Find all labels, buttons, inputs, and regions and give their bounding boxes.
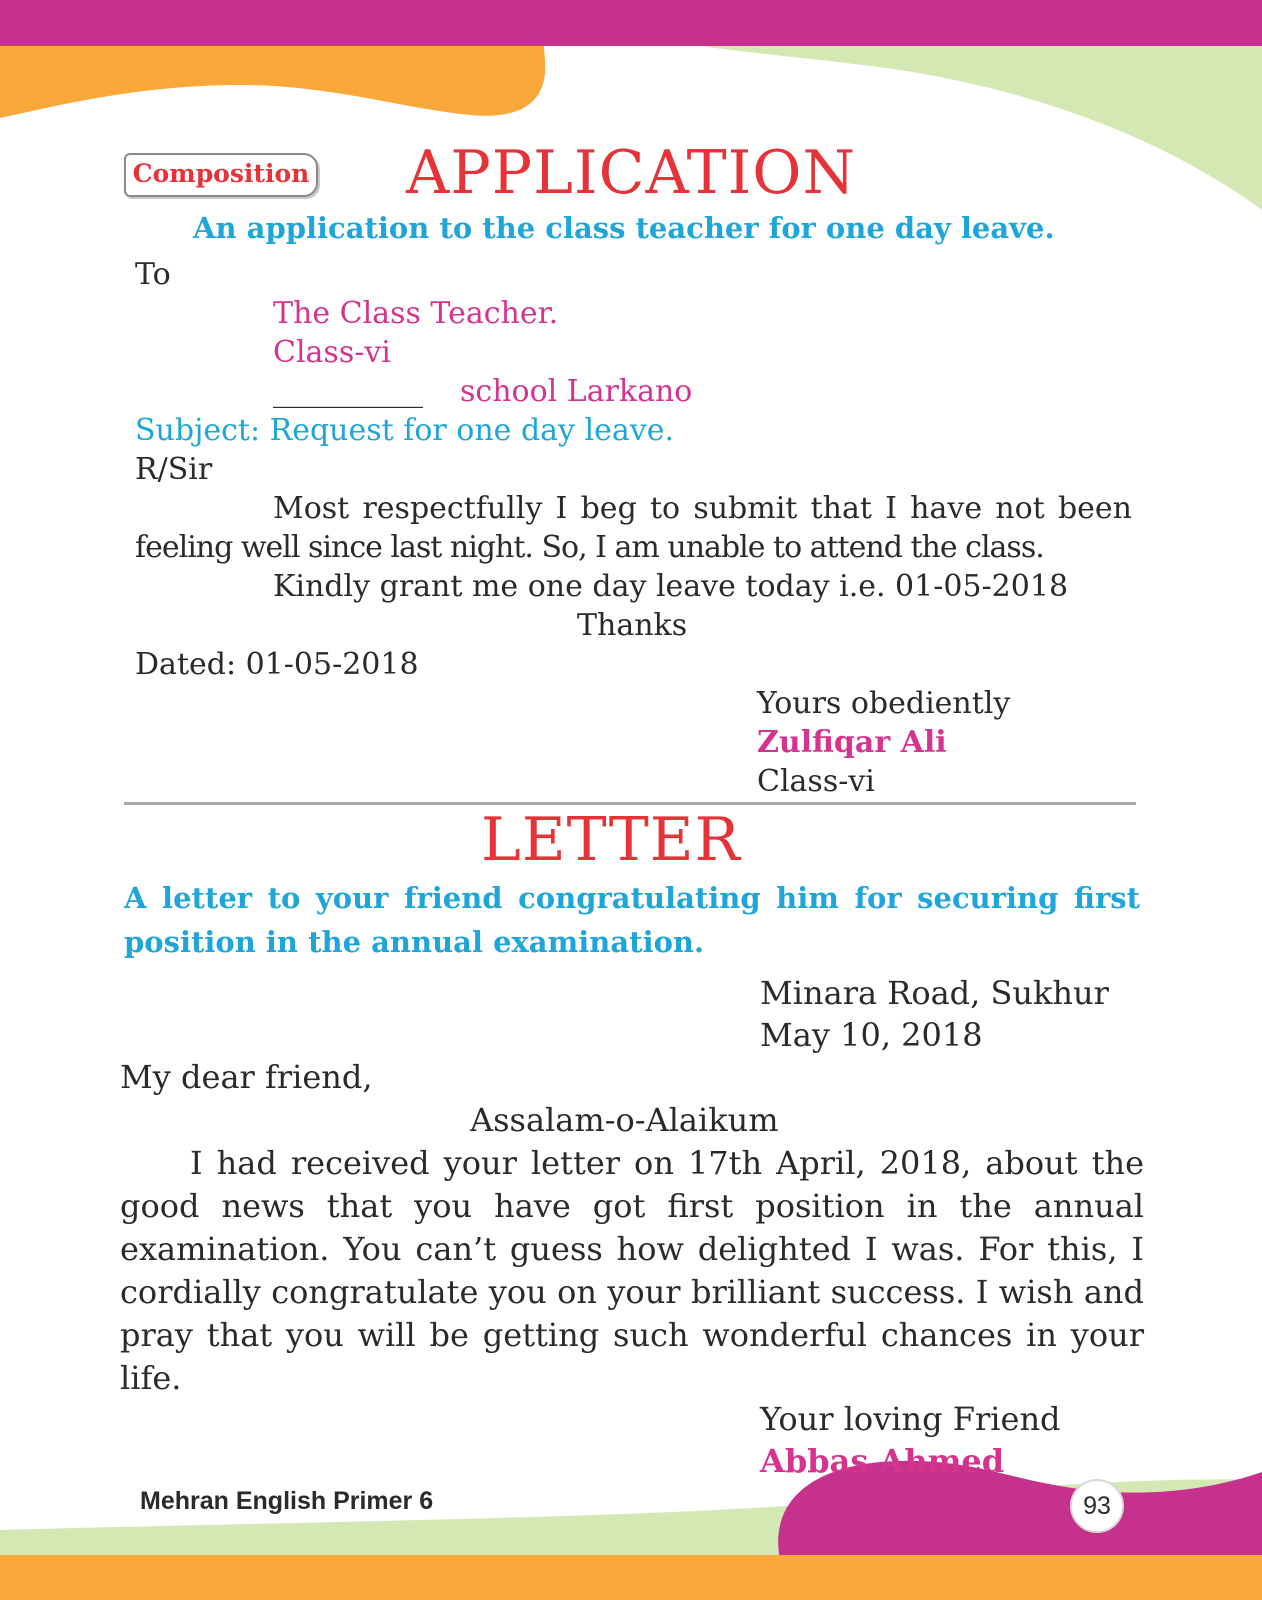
page-number: 93 [1070, 1479, 1124, 1533]
letter-body-line-3: examination. You can’t guess how delighted I was. For this, I [120, 1230, 1144, 1268]
addressee-line-2: Class-vi [273, 335, 391, 370]
addressee-line-1: The Class Teacher. [273, 296, 559, 331]
letter-body-last-line: life. [120, 1359, 182, 1397]
letter-heading-line-1: A letter to your friend congratulating him for securing first [124, 881, 1140, 915]
school-name-blank: __________ [273, 374, 423, 409]
letter-closing: Your loving Friend [760, 1400, 1061, 1438]
application-signature-class: Class-vi [757, 764, 875, 799]
application-body-line-1: Most respectfully I beg to submit that I have not been [273, 491, 1132, 526]
letter-body-line-2: good news that you have got first position in the annual [120, 1187, 1144, 1225]
application-body-line-2: feeling well since last night. So, I am unable to attend the class. [135, 530, 1044, 565]
application-body-line-3: Kindly grant me one day leave today i.e. 01-05-2018 [273, 569, 1069, 604]
to-label: To [135, 257, 171, 292]
composition-badge: Composition [124, 153, 318, 197]
dated-line: Dated: 01-05-2018 [135, 647, 419, 682]
letter-date: May 10, 2018 [760, 1016, 983, 1054]
letter-heading-line-2: position in the annual examination. [124, 925, 705, 959]
book-title: Mehran English Primer 6 [140, 1487, 434, 1515]
letter-body-line-5: pray that you will be getting such wonderful chances in your [120, 1316, 1144, 1354]
letter-salam: Assalam-o-Alaikum [470, 1101, 779, 1139]
letter-signature-name: Abbas Ahmed [760, 1442, 1005, 1480]
letter-body-line-1: I had received your letter on 17th April, 2018, about the [190, 1144, 1144, 1182]
subject-line: Subject: Request for one day leave. [135, 413, 675, 448]
application-signature-name: Zulfiqar Ali [757, 725, 947, 760]
letter-body-line-4: cordially congratulate you on your brilliant success. I wish and [120, 1273, 1144, 1311]
sender-address: Minara Road, Sukhur [760, 974, 1109, 1012]
bottom-orange-band [0, 1555, 1262, 1600]
top-magenta-band [0, 0, 1262, 46]
application-title: APPLICATION [406, 138, 856, 208]
application-closing: Yours obediently [757, 686, 1011, 721]
letter-title: LETTER [481, 805, 741, 875]
school-location: school Larkano [460, 374, 693, 409]
letter-greeting: My dear friend, [120, 1058, 373, 1096]
application-heading: An application to the class teacher for one day leave. [193, 211, 1055, 245]
salutation: R/Sir [135, 452, 213, 487]
thanks-text: Thanks [577, 608, 688, 643]
